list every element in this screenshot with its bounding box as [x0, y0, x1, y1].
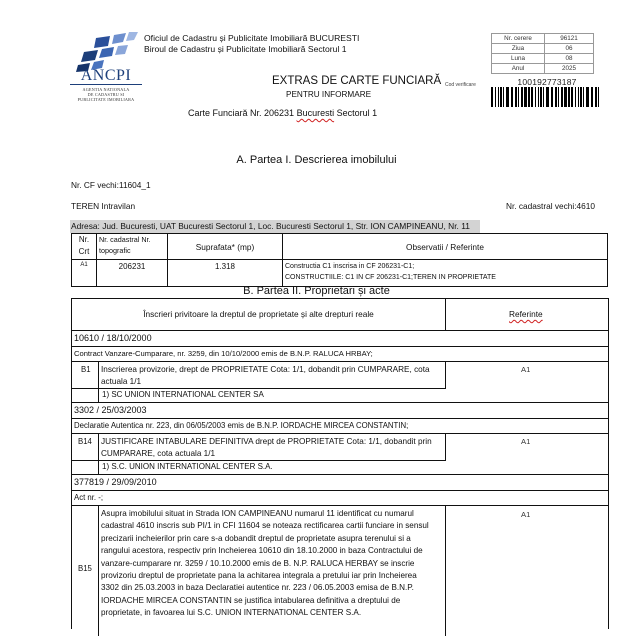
request-row: Nr. cerere 96121: [492, 34, 594, 44]
barcode-bar: [521, 87, 523, 107]
document-subtitle: PENTRU INFORMARE: [286, 90, 372, 99]
barcode-bar: [571, 87, 573, 107]
office-line-2: Biroul de Cadastru și Publicitate Imobiliară Sectorul 1: [144, 44, 347, 54]
entry-code: B15: [78, 564, 92, 573]
barcode-bar: [491, 87, 493, 107]
barcode-icon: [491, 87, 602, 107]
barcode-bar: [555, 87, 557, 107]
entry-ref: A1: [521, 365, 531, 374]
act-row: Act nr. -;: [72, 491, 608, 506]
registration-row: 377819 / 29/09/2010: [72, 475, 608, 491]
barcode-bar: [578, 87, 579, 107]
ownership-table-header: [72, 299, 608, 331]
barcode-bar: [546, 87, 549, 107]
ancpi-logo: [70, 30, 142, 102]
barcode-bar: [538, 87, 539, 107]
owner-row: 1) S.C. UNION INTERNATIONAL CENTER S.A.: [98, 461, 608, 475]
property-table-header: [72, 234, 608, 260]
logo-subtitle: AGENTIA NATIONALA DE CADASTRU SI PUBLICITATE IMOBILIARA: [77, 87, 135, 102]
table-row: [72, 260, 608, 287]
barcode-bar: [524, 87, 527, 107]
section-a-heading: A. Partea I. Descrierea imobilului: [236, 154, 397, 166]
office-names: [144, 33, 359, 55]
barcode-bar: [598, 87, 599, 107]
entry-text: Inscrierea provizorie, drept de PROPRIETATE Cota: 1/1, dobandit prin CUMPARARE, cota actuala 1/1: [101, 365, 430, 386]
barcode-bar: [528, 87, 530, 107]
nr-cf-vechi: Nr. CF vechi:11604_1: [71, 180, 151, 190]
barcode-bar: [558, 87, 559, 107]
barcode-bar: [511, 87, 513, 107]
header-referinte: Referinte: [509, 309, 543, 319]
request-table: [491, 33, 594, 74]
office-line-1: Oficiul de Cadastru și Publicitate Imobiliară BUCURESTI: [144, 33, 360, 43]
entry-row: [72, 434, 445, 461]
barcode-bar: [531, 87, 533, 107]
barcode-bar: [591, 87, 593, 107]
request-row: Ziua 06: [492, 44, 594, 54]
cell-suprafata: 1.318: [168, 260, 283, 287]
barcode-bar: [515, 87, 517, 107]
header-inscrieri: Înscrieri privitoare la dreptul de proprietate și alte drepturi reale: [143, 309, 374, 319]
cod-verificare-label: Cod verificare: [445, 82, 476, 88]
ownership-table: [71, 298, 609, 629]
entry-ref: A1: [521, 437, 531, 446]
barcode-bar: [506, 87, 509, 107]
property-table: [71, 233, 608, 287]
barcode-bar: [580, 87, 582, 107]
barcode-bar: [586, 87, 589, 107]
barcode-bar: [575, 87, 576, 107]
entry-row: [72, 362, 445, 389]
barcode-bar: [518, 87, 519, 107]
barcode-bar: [595, 87, 597, 107]
act-row: Contract Vanzare-Cumparare, nr. 3259, din 10/10/2000 emis de B.N.P. RALUCA HRBAY;: [72, 347, 608, 362]
registration-row: 10610 / 18/10/2000: [72, 331, 608, 347]
barcode-bar: [543, 87, 544, 107]
barcode-bar: [535, 87, 536, 107]
header-suprafata: Suprafata* (mp): [168, 234, 283, 260]
barcode-bar: [495, 87, 496, 107]
carte-funciara-number: Carte Funciară Nr. 206231 Bucuresti Sectorul 1: [188, 108, 378, 118]
header-nr-cadastral: Nr. cadastral Nr. topografic: [97, 234, 168, 260]
request-row: Luna 08: [492, 54, 594, 64]
barcode-bar: [561, 87, 563, 107]
barcode-bar: [498, 87, 499, 107]
registration-row: 3302 / 25/03/2003: [72, 403, 608, 419]
request-row: Anul 2025: [492, 64, 594, 74]
address-line: Adresa: Jud. Bucuresti, UAT Bucuresti Sectorul 1, Loc. Bucuresti Sectorul 1, Str. ION CAMPINEANU, Nr. 11: [70, 220, 480, 233]
entry-text: JUSTIFICARE INTABULARE DEFINITIVA drept de PROPRIETATE Cota: 1/1, dobandit prin CUMPARARE, cota actuala 1/1: [101, 437, 432, 458]
barcode-number: 100192773187: [517, 77, 577, 87]
column-divider: [445, 299, 446, 331]
barcode-bar: [551, 87, 553, 107]
act-row: Declaratie Autentica nr. 223, din 06/05/2003 emis de B.N.P. IORDACHE MIRCEA CONSTANTIN;: [72, 419, 608, 434]
header-nr-crt: Nr. Crt: [72, 234, 97, 260]
barcode-bar: [564, 87, 567, 107]
entry-text: Asupra imobilului situat in Strada ION CAMPINEANU numarul 11 identificat cu numarul cadastral 4610 inscris sub PI/1 in CFI 11604 se noteaza rectificarea cartii funciare in sensul precizarii incheierilor prin care s-a dobandit dreptul de proprietate asupra terenului si a rangului acestora, respectiv prin Incheierea 10610 din 18.10.2000 in baza Contractului de vanzare-cumparare nr. 3259 / 10.10.2000 emis de B. N.P. RALUCA HERBAY se inscrie provizoriu dreptul de proprietate pana la achitarea integrala a pretului iar prin Incheierea 3302 din 25.03.2003 in baza Declaratiei autentice nr. 223 / 06.05.2003 emisa de B.N.P. IORDACHE MIRCEA CONSTANTIN se justifica intabularea definitiva a dreptului de proprietate, in favoarea lui S.C. UNION INTERNATIONAL CENTER S.A.: [101, 509, 429, 618]
barcode-bar: [583, 87, 584, 107]
barcode-bar: [568, 87, 570, 107]
header-observatii: Observatii / Referinte: [283, 234, 608, 260]
section-b-heading: B. Partea II. Proprietari și acte: [243, 285, 390, 297]
teren-type: TEREN Intravilan: [71, 201, 136, 211]
cell-nr: A1: [72, 260, 97, 287]
entry-code: B1: [81, 365, 91, 374]
cell-cadastral: 206231: [97, 260, 168, 287]
document-title: EXTRAS DE CARTE FUNCIARĂ: [272, 75, 442, 87]
logo-tiles-icon: [76, 32, 138, 72]
barcode-bar: [503, 87, 504, 107]
logo-brand: ANCPI: [70, 68, 142, 85]
cell-observatii: Constructia C1 inscrisa in CF 206231-C1; CONSTRUCTIILE: C1 IN CF 206231-C1;TEREN IN PROPRIETATE: [283, 260, 608, 287]
barcode-bar: [540, 87, 542, 107]
entry-ref: A1: [521, 510, 531, 519]
nr-cadastral-vechi: Nr. cadastral vechi:4610: [506, 201, 596, 211]
barcode-bar: [500, 87, 502, 107]
owner-row: 1) SC UNION INTERNATIONAL CENTER SA: [98, 389, 608, 403]
entry-code: B14: [78, 437, 92, 446]
